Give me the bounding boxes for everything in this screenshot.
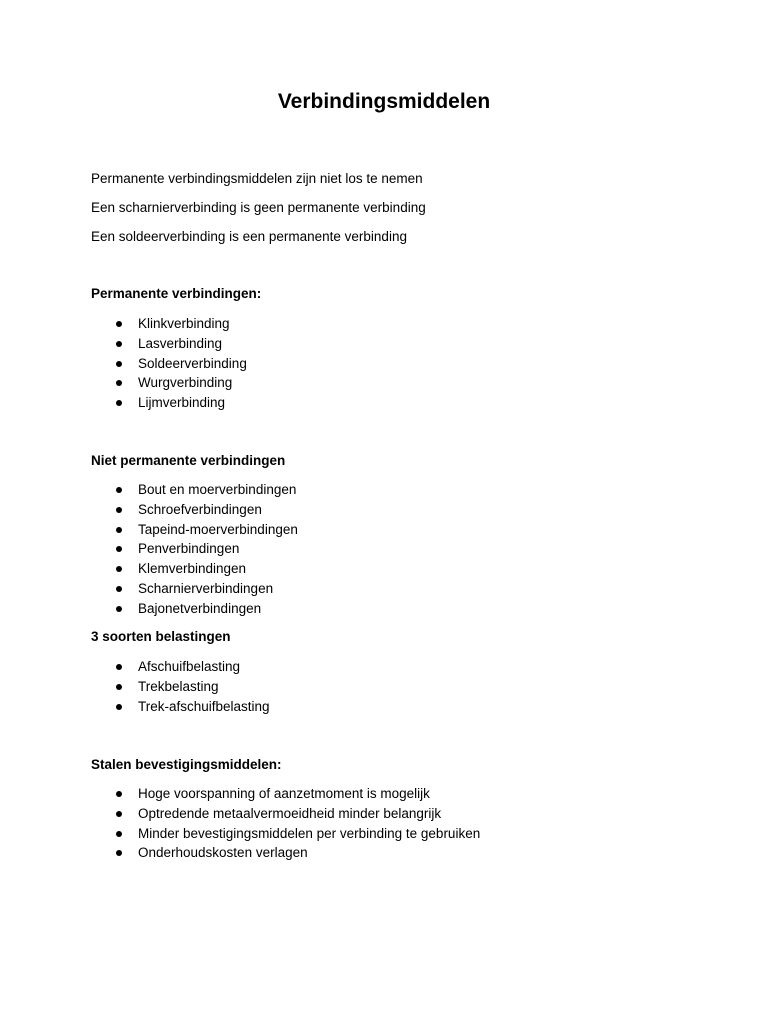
bullet-list — [91, 314, 247, 413]
list-item: Onderhoudskosten verlagen — [91, 843, 480, 863]
list-item: Lasverbinding — [91, 334, 247, 354]
intro-line: Een scharnierverbinding is geen permanente verbinding — [91, 200, 426, 215]
section-heading: Niet permanente verbindingen — [91, 453, 286, 468]
bullet-list — [91, 784, 480, 863]
list-item: Wurgverbinding — [91, 373, 247, 393]
bullet-list — [91, 657, 270, 716]
list-item: Soldeerverbinding — [91, 354, 247, 374]
list-item: Tapeind-moerverbindingen — [91, 520, 298, 540]
list-item: Optredende metaalvermoeidheid minder belangrijk — [91, 804, 480, 824]
list-item: Minder bevestigingsmiddelen per verbinding te gebruiken — [91, 824, 480, 844]
list-item: Trekbelasting — [91, 677, 270, 697]
section-heading: Stalen bevestigingsmiddelen: — [91, 757, 282, 772]
list-item: Hoge voorspanning of aanzetmoment is mogelijk — [91, 784, 480, 804]
list-item: Schroefverbindingen — [91, 500, 298, 520]
list-item: Klinkverbinding — [91, 314, 247, 334]
list-item: Afschuifbelasting — [91, 657, 270, 677]
page-title: Verbindingsmiddelen — [277, 90, 491, 113]
list-item: Scharnierverbindingen — [91, 579, 298, 599]
section-heading: Permanente verbindingen: — [91, 286, 262, 301]
list-item: Trek-afschuifbelasting — [91, 697, 270, 717]
intro-line: Permanente verbindingsmiddelen zijn niet los te nemen — [91, 171, 423, 186]
section-heading: 3 soorten belastingen — [91, 629, 231, 644]
list-item: Penverbindingen — [91, 539, 298, 559]
list-item: Lijmverbinding — [91, 393, 247, 413]
list-item: Bajonetverbindingen — [91, 599, 298, 619]
bullet-list — [91, 480, 298, 619]
list-item: Bout en moerverbindingen — [91, 480, 298, 500]
intro-line: Een soldeerverbinding is een permanente verbinding — [91, 229, 407, 244]
list-item: Klemverbindingen — [91, 559, 298, 579]
